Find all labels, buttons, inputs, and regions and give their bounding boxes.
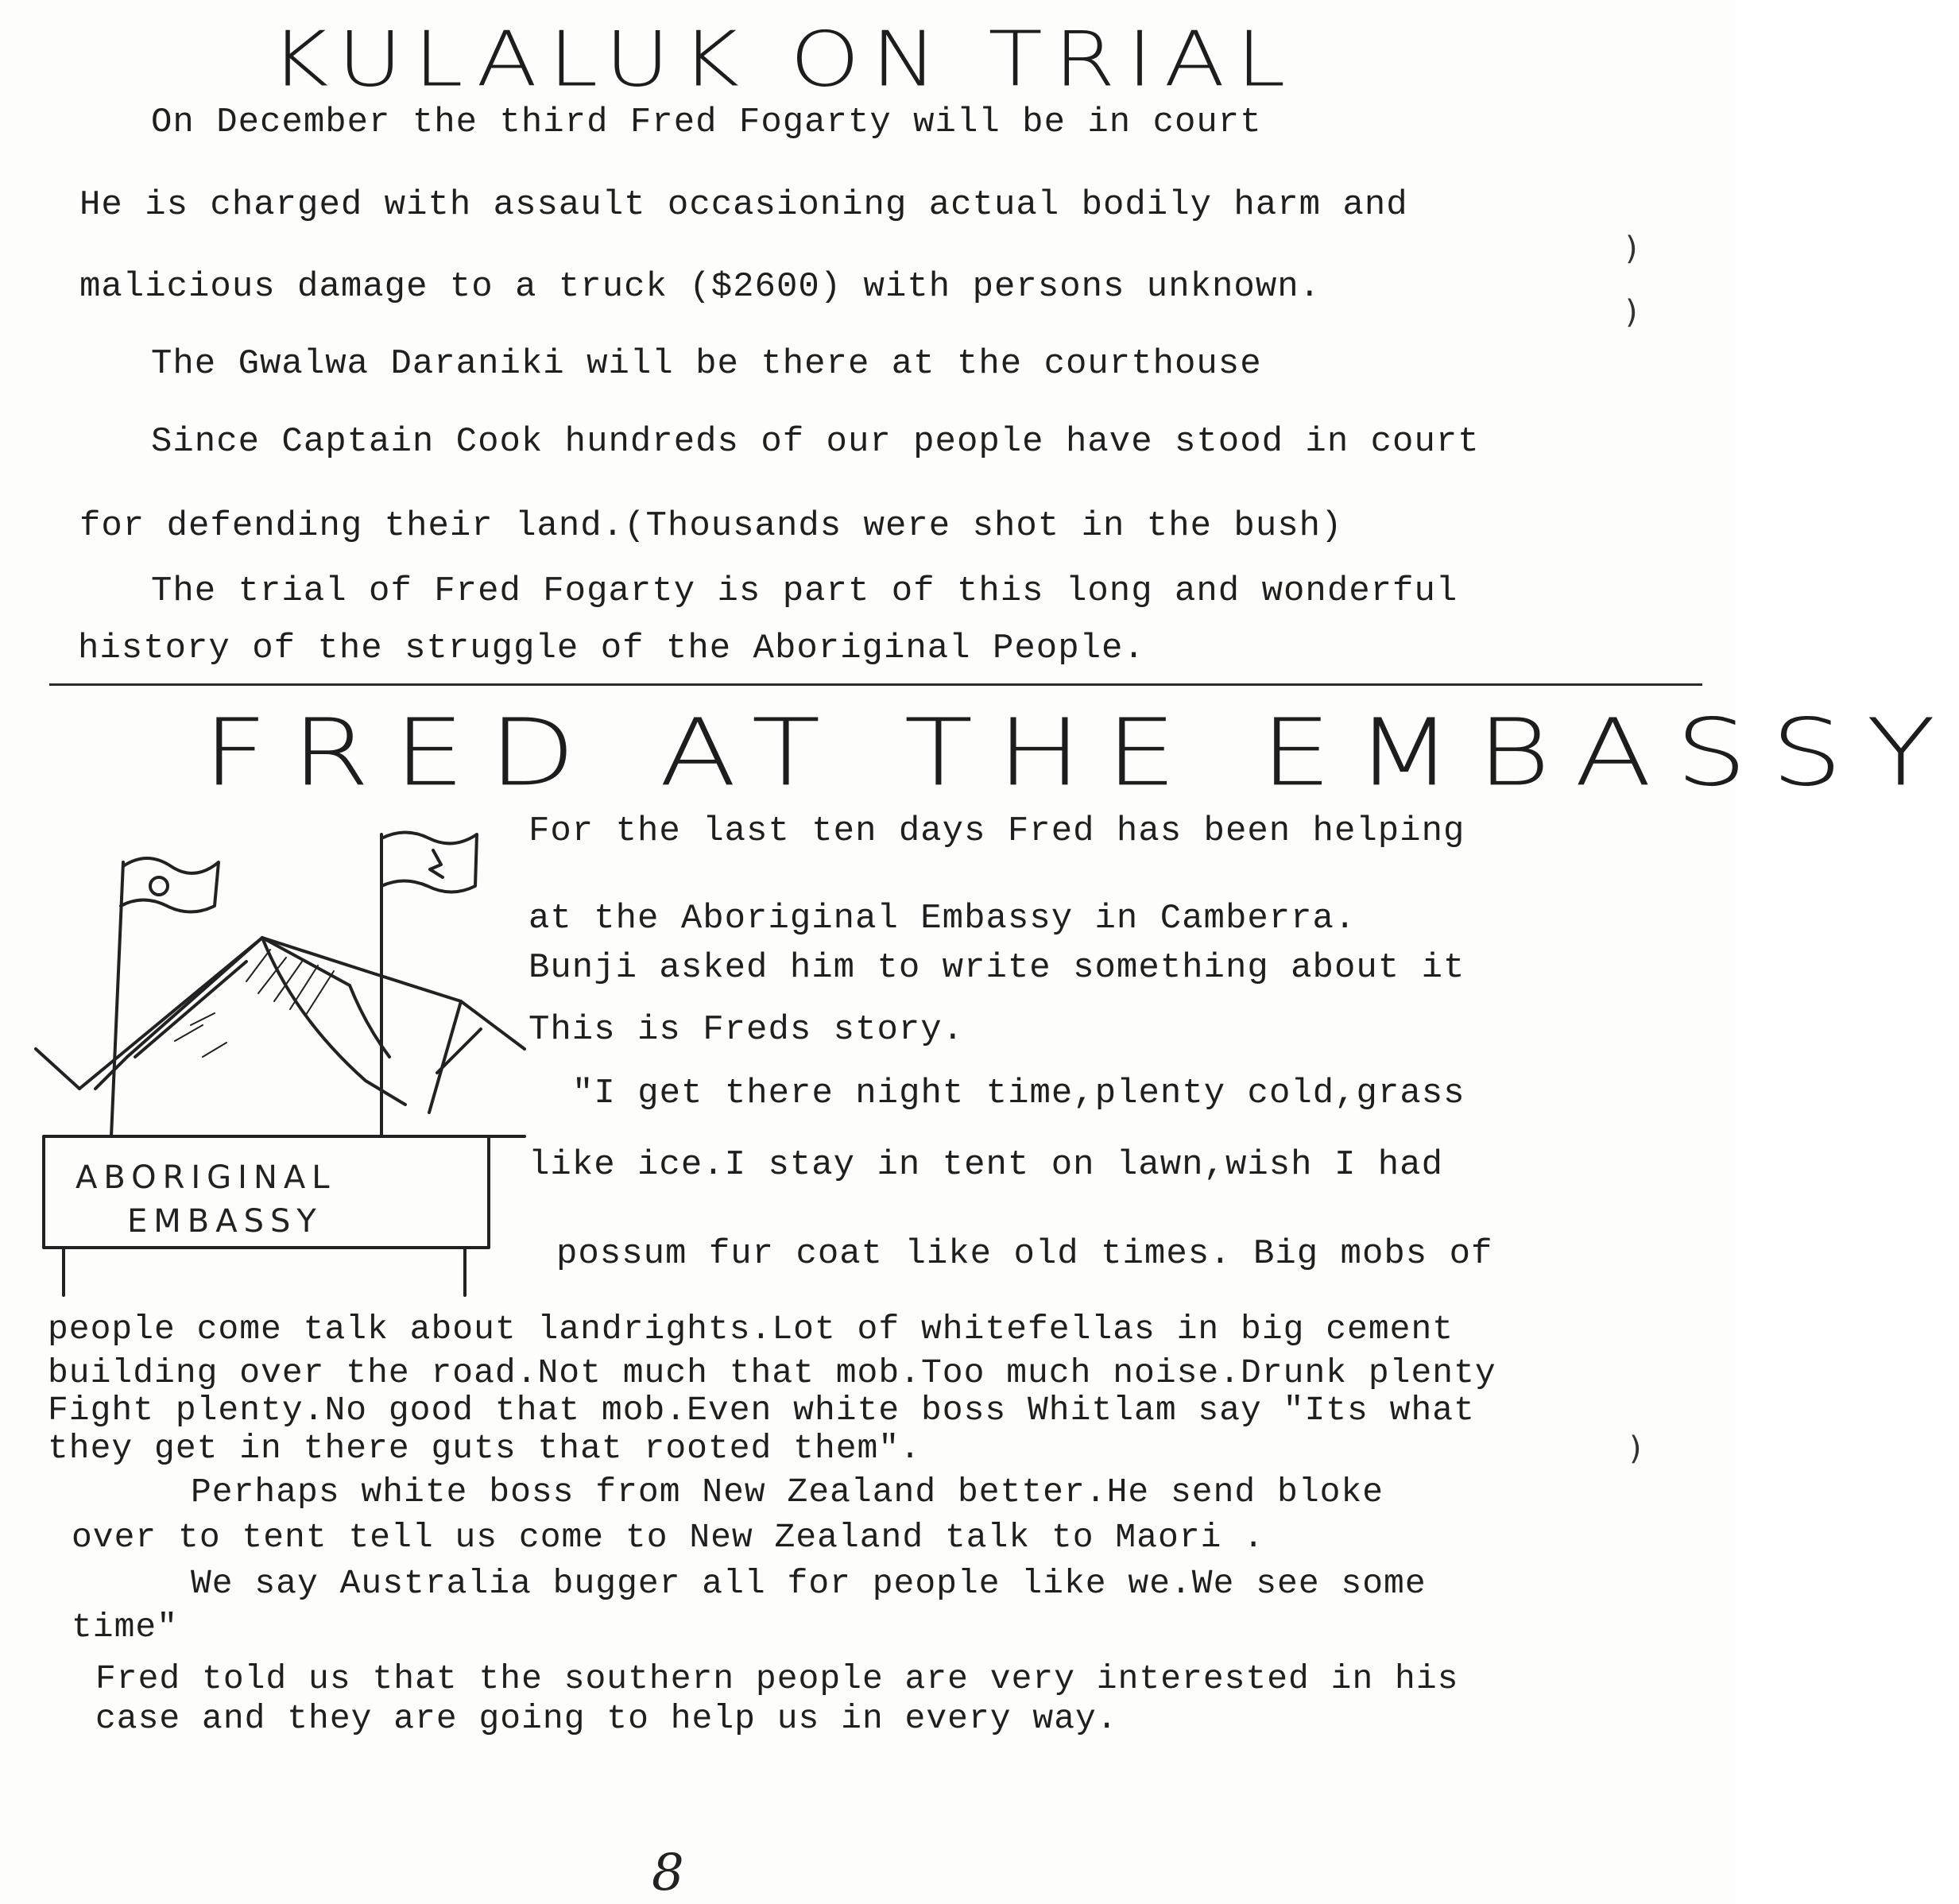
sign-text-line-1: ABORIGINAL [75,1159,336,1196]
article1-line-8: history of the struggle of the Aboriginal People. [78,629,1145,668]
section-divider [49,683,1702,686]
article2-line-1: For the last ten days Fred has been helping [528,811,1465,851]
article2-line-14: We say Australia bugger all for people like we.We see some [191,1564,1427,1603]
headline-kulaluk-on-trial: KULALUK ON TRIAL [270,16,1297,104]
article2-line-4: This is Freds story. [528,1010,965,1050]
left-flagpole [111,862,123,1136]
article2-line-2: at the Aboriginal Embassy in Camberra. [528,899,1357,938]
article2-line-3: Bunji asked him to write something about it [528,948,1465,988]
margin-bracket-mark: ) [1625,230,1638,267]
headline-fred-at-the-embassy: FRED AT THE EMBASSY [203,699,1959,807]
article1-line-3: malicious damage to a truck ($2600) with persons unknown. [79,267,1322,307]
article2-line-6: like ice.I stay in tent on lawn,wish I had [528,1145,1443,1185]
article2-line-17: case and they are going to help us in every way. [95,1699,1118,1738]
page-number: 8 [652,1844,684,1902]
article1-line-6: for defending their land.(Thousands were shot in the bush) [79,506,1343,546]
margin-bracket-mark-3: ) [1629,1430,1642,1467]
article2-line-7: possum fur coat like old times. Big mobs of [556,1234,1493,1274]
margin-bracket-mark-2: ) [1625,294,1638,331]
article1-line-5: Since Captain Cook hundreds of our people have stood in court [151,422,1480,462]
article2-line-12: Perhaps white boss from New Zealand better.He send bloke [191,1473,1384,1511]
article1-line-4: The Gwalwa Daraniki will be there at the courthouse [151,344,1262,384]
article2-line-11: they get in there guts that rooted them". [48,1429,921,1468]
article1-line-7: The trial of Fred Fogarty is part of this long and wonderful [151,571,1458,611]
article1-line-2: He is charged with assault occasioning actual bodily harm and [79,185,1408,225]
tent-embassy-drawing-icon [32,818,509,1295]
article2-line-5: "I get there night time,plenty cold,grass [572,1074,1465,1113]
article2-line-13: over to tent tell us come to New Zealand talk to Maori . [72,1518,1265,1557]
article1-line-1: On December the third Fred Fogarty will be in court [151,103,1262,142]
article2-line-15: time" [72,1608,179,1647]
sign-text-line-2: EMBASSY [127,1203,323,1240]
article2-line-9: building over the road.Not much that mob.Too much noise.Drunk plenty [48,1353,1496,1392]
article2-line-8: people come talk about landrights.Lot of whitefellas in big cement [48,1310,1454,1349]
article2-line-10: Fight plenty.No good that mob.Even white boss Whitlam say "Its what [48,1391,1475,1430]
article2-line-16: Fred told us that the southern people are very interested in his [95,1659,1459,1698]
